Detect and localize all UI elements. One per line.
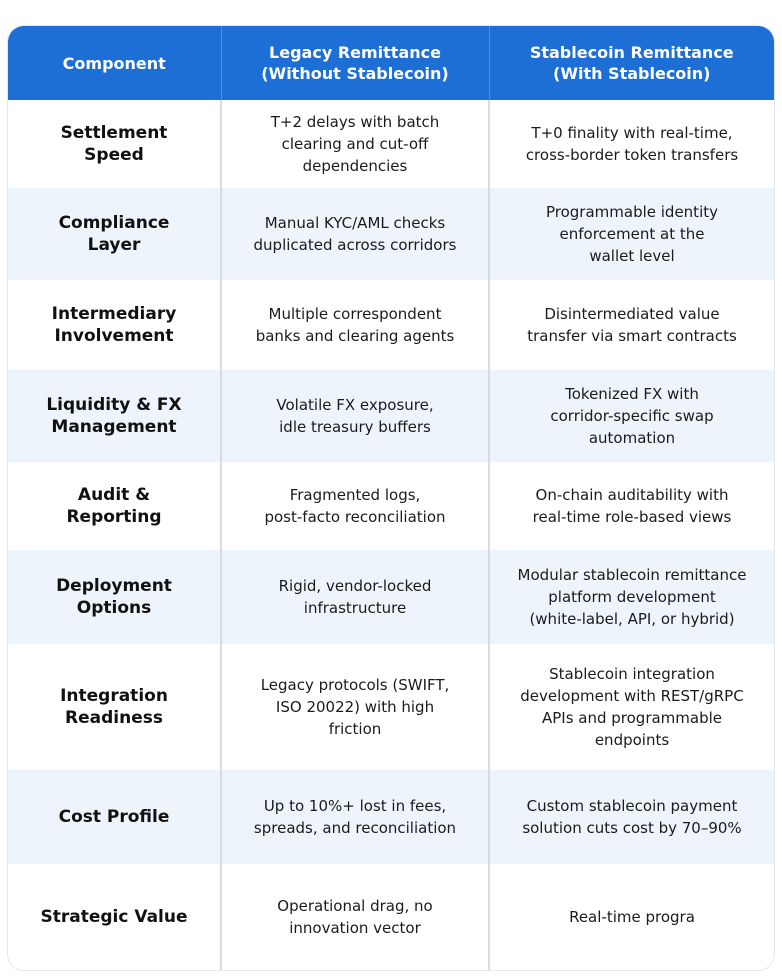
stablecoin-cell: Modular stablecoin remittance platform development (white-label, API, or hybrid) — [489, 550, 774, 644]
table-row — [8, 770, 774, 864]
table-row — [8, 864, 774, 970]
legacy-cell: Rigid, vendor-locked infrastructure — [221, 550, 489, 644]
header-legacy: Legacy Remittance (Without Stablecoin) — [221, 26, 489, 100]
stablecoin-cell: On-chain auditability with real-time role-based views — [489, 462, 774, 550]
component-cell: Cost Profile — [8, 770, 221, 864]
stablecoin-cell: T+0 finality with real-time, cross-border token transfers — [489, 100, 774, 188]
legacy-cell: Operational drag, no innovation vector — [221, 864, 489, 970]
table-header-row — [8, 26, 774, 100]
legacy-cell: T+2 delays with batch clearing and cut-off dependencies — [221, 100, 489, 188]
stablecoin-cell: Tokenized FX with corridor-specific swap automation — [489, 370, 774, 462]
table-row — [8, 100, 774, 188]
component-cell: Deployment Options — [8, 550, 221, 644]
comparison-table — [8, 26, 774, 970]
legacy-cell: Fragmented logs, post-facto reconciliation — [221, 462, 489, 550]
comparison-table-container — [8, 26, 774, 970]
legacy-cell: Volatile FX exposure, idle treasury buffers — [221, 370, 489, 462]
table-row — [8, 188, 774, 280]
legacy-cell: Legacy protocols (SWIFT, ISO 20022) with high friction — [221, 644, 489, 770]
table-row — [8, 550, 774, 644]
stablecoin-cell: Programmable identity enforcement at the wallet level — [489, 188, 774, 280]
component-cell: Liquidity & FX Management — [8, 370, 221, 462]
component-cell: Strategic Value — [8, 864, 221, 970]
legacy-cell: Multiple correspondent banks and clearing agents — [221, 280, 489, 370]
table-row — [8, 462, 774, 550]
header-stablecoin: Stablecoin Remittance (With Stablecoin) — [489, 26, 774, 100]
legacy-cell: Up to 10%+ lost in fees, spreads, and reconciliation — [221, 770, 489, 864]
table-row — [8, 370, 774, 462]
stablecoin-cell: Custom stablecoin payment solution cuts cost by 70–90% — [489, 770, 774, 864]
table-row — [8, 280, 774, 370]
table-row — [8, 644, 774, 770]
component-cell: Settlement Speed — [8, 100, 221, 188]
stablecoin-cell: Stablecoin integration development with REST/gRPC APIs and programmable endpoints — [489, 644, 774, 770]
component-cell: Integration Readiness — [8, 644, 221, 770]
component-cell: Audit & Reporting — [8, 462, 221, 550]
stablecoin-cell: Real-time progra — [489, 864, 774, 970]
component-cell: Compliance Layer — [8, 188, 221, 280]
legacy-cell: Manual KYC/AML checks duplicated across corridors — [221, 188, 489, 280]
stablecoin-cell: Disintermediated value transfer via smart contracts — [489, 280, 774, 370]
header-component: Component — [8, 26, 221, 100]
component-cell: Intermediary Involvement — [8, 280, 221, 370]
